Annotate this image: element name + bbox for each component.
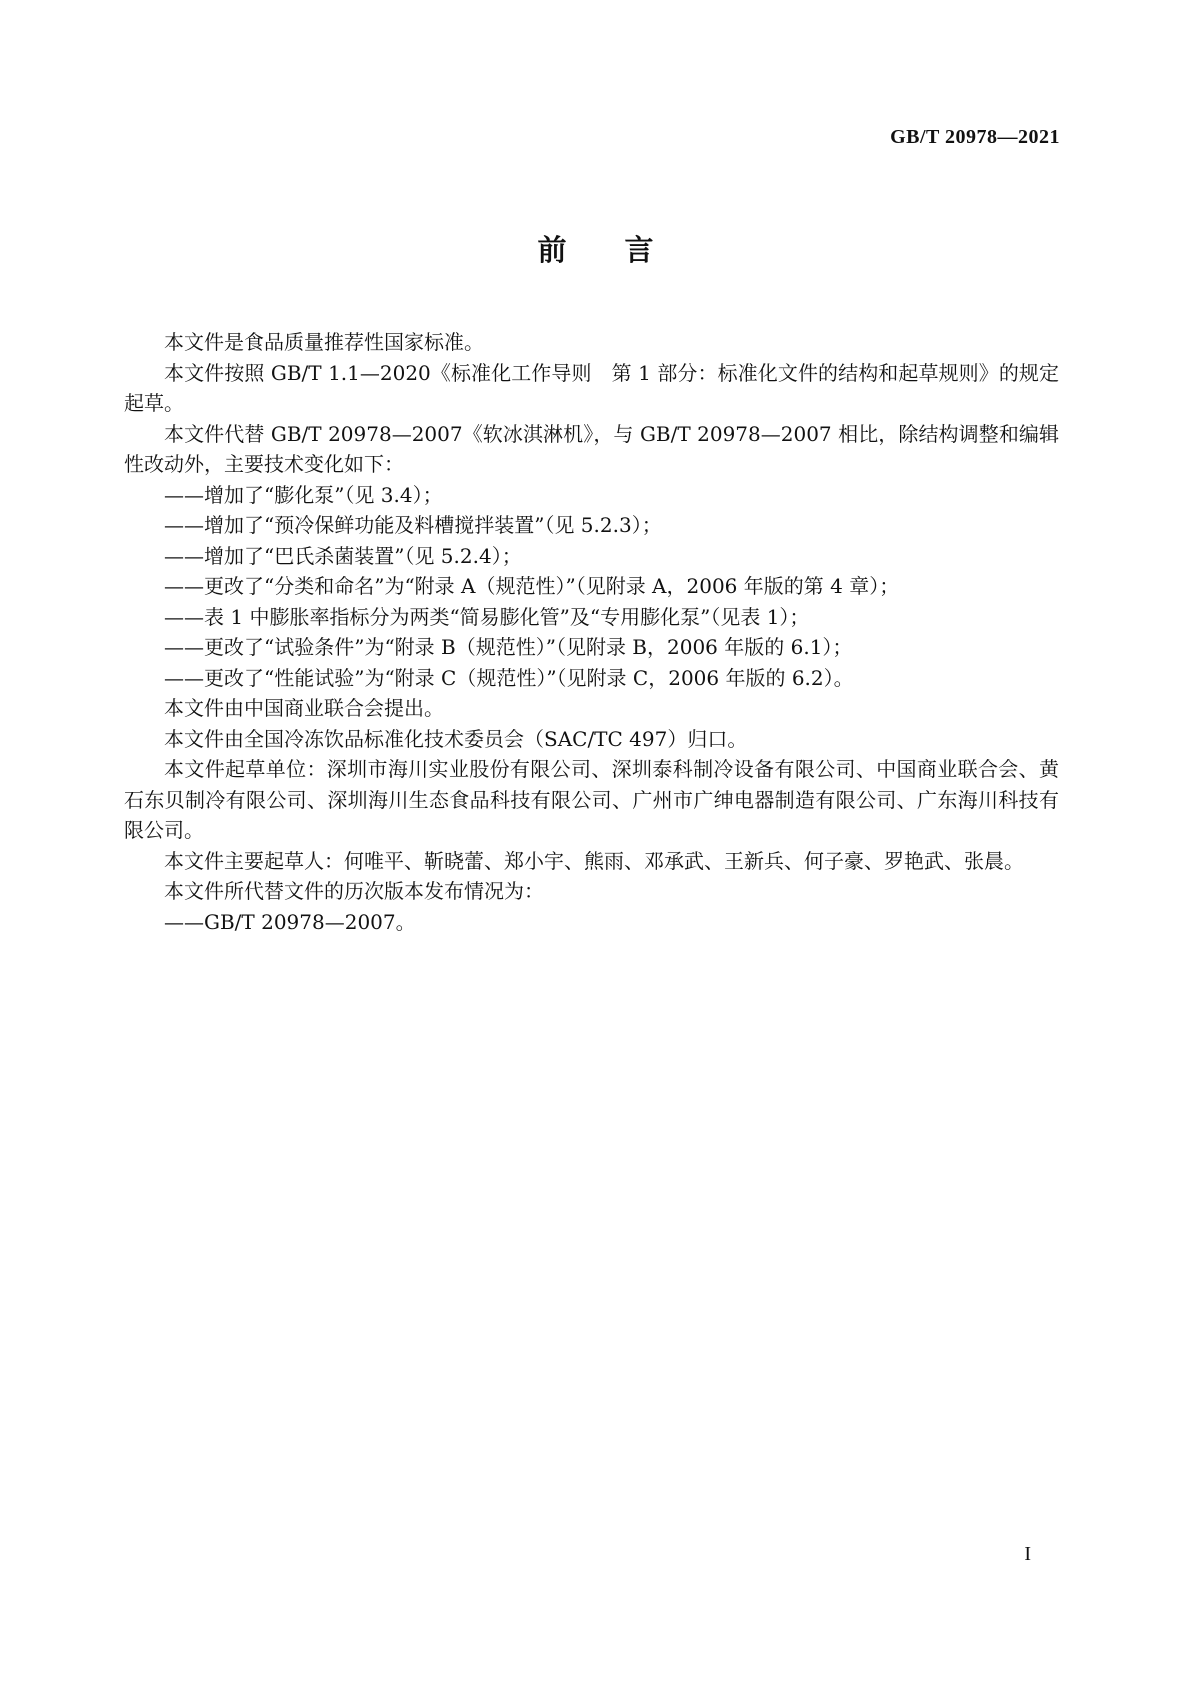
change-list-item: ——更改了“分类和命名”为“附录 A（规范性）”（见附录 A，2006 年版的第 4 章）；: [164, 574, 900, 598]
change-list-item: ——表 1 中膨胀率指标分为两类“简易膨化管”及“专用膨化泵”（见表 1）；: [164, 604, 810, 629]
title-char-2: 言: [624, 233, 654, 267]
paragraph: 本文件起草单位：深圳市海川实业股份有限公司、深圳泰科制冷设备有限公司、中国商业联合会、黄石东贝制冷有限公司、深圳海川生态食品科技有限公司、广州市广绅电器制造有限公司、广东海川科技有限公司。: [124, 757, 1059, 842]
paragraph: 本文件由全国冷冻饮品标准化技术委员会（SAC/TC 497）归口。: [164, 726, 748, 751]
change-list-item: ——增加了“预冷保鲜功能及料槽搅拌装置”（见 5.2.3）；: [164, 513, 662, 537]
standard-number: GB/T 20978—2021: [890, 126, 1060, 148]
paragraph: 本文件按照 GB/T 1.1—2020《标准化工作导则 第 1 部分：标准化文件的结构和起草规则》的规定起草。: [124, 360, 1059, 415]
paragraph: 本文件是食品质量推荐性国家标准。: [164, 330, 484, 354]
change-list-item: ——增加了“膨化泵”（见 3.4）；: [164, 482, 443, 507]
version-history-item: ——GB/T 20978—2007。: [164, 909, 416, 934]
change-list-item: ——增加了“巴氏杀菌装置”（见 5.2.4）；: [164, 543, 522, 568]
change-list-item: ——更改了“试验条件”为“附录 B（规范性）”（见附录 B，2006 年版的 6.1）；: [164, 635, 853, 659]
paragraph: 本文件由中国商业联合会提出。: [164, 696, 444, 720]
title-char-1: 前: [537, 233, 567, 267]
change-list-item: ——更改了“性能试验”为“附录 C（规范性）”（见附录 C，2006 年版的 6.2）。: [164, 665, 854, 690]
page-title: [0, 228, 1191, 269]
foreword-body: [124, 327, 1059, 937]
paragraph: 本文件代替 GB/T 20978—2007《软冰淇淋机》，与 GB/T 20978—2007 相比，除结构调整和编辑性改动外，主要技术变化如下：: [124, 421, 1059, 476]
paragraph: 本文件所代替文件的历次版本发布情况为：: [164, 879, 544, 903]
page-number: I: [1024, 1543, 1031, 1565]
paragraph: 本文件主要起草人：何唯平、靳晓蕾、郑小宇、熊雨、邓承武、王新兵、何子豪、罗艳武、张晨。: [164, 848, 1024, 873]
